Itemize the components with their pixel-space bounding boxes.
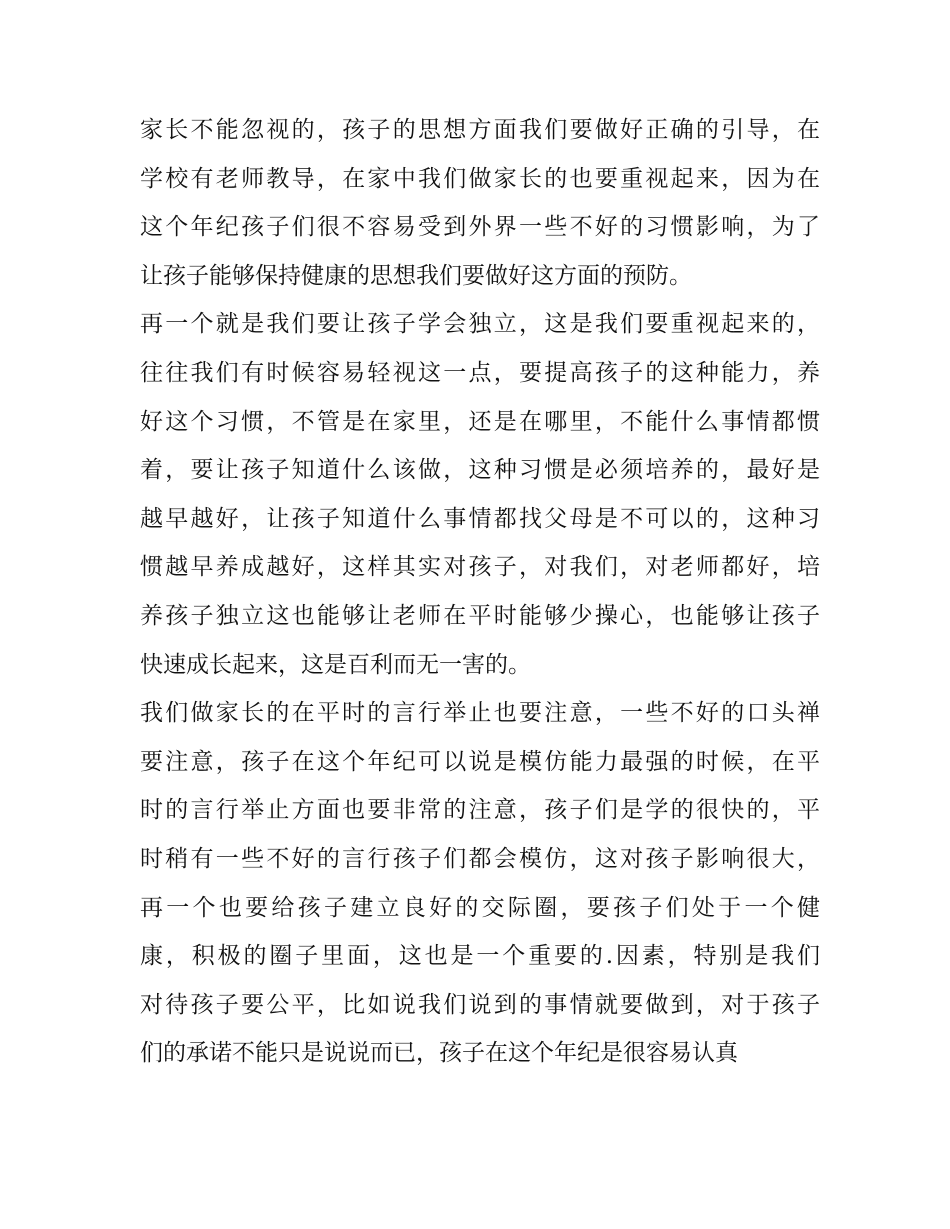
text-line: 往往我们有时候容易轻视这一点，要提高孩子的这种能力，养 xyxy=(140,359,820,386)
text-line: 学校有老师教导，在家中我们做家长的也要重视起来，因为在 xyxy=(140,165,820,192)
text-line: 养孩子独立这也能够让老师在平时能够少操心，也能够让孩子 xyxy=(140,602,820,629)
paragraph xyxy=(140,106,820,300)
paragraph xyxy=(140,300,820,689)
paragraph xyxy=(140,689,820,1078)
text-line: 再一个也要给孩子建立良好的交际圈，要孩子们处于一个健 xyxy=(140,894,820,921)
text-line: 着，要让孩子知道什么该做，这种习惯是必须培养的，最好是 xyxy=(140,457,820,484)
text-line: 再一个就是我们要让孩子学会独立，这是我们要重视起来的， xyxy=(140,311,820,338)
text-line: 康，积极的圈子里面，这也是一个重要的.因素，特别是我们 xyxy=(140,943,820,970)
text-line: 要注意，孩子在这个年纪可以说是模仿能力最强的时候，在平 xyxy=(140,748,820,775)
text-line: 们的承诺不能只是说说而已，孩子在这个年纪是很容易认真 xyxy=(140,1040,738,1067)
text-line: 这个年纪孩子们很不容易受到外界一些不好的习惯影响，为了 xyxy=(140,214,820,241)
text-line: 快速成长起来，这是百利而无一害的。 xyxy=(140,651,531,678)
document-body xyxy=(140,106,820,1078)
text-line: 时的言行举止方面也要非常的注意，孩子们是学的很快的，平 xyxy=(140,797,820,824)
text-line: 对待孩子要公平，比如说我们说到的事情就要做到，对于孩子 xyxy=(140,991,820,1018)
text-line: 好这个习惯，不管是在家里，还是在哪里，不能什么事情都惯 xyxy=(140,408,820,435)
text-line: 惯越早养成越好，这样其实对孩子，对我们，对老师都好，培 xyxy=(140,554,820,581)
text-line: 越早越好，让孩子知道什么事情都找父母是不可以的，这种习 xyxy=(140,505,820,532)
text-line: 家长不能忽视的，孩子的思想方面我们要做好正确的引导，在 xyxy=(140,117,820,143)
text-line: 让孩子能够保持健康的思想我们要做好这方面的预防。 xyxy=(140,262,692,289)
text-line: 时稍有一些不好的言行孩子们都会模仿，这对孩子影响很大， xyxy=(140,845,820,872)
text-line: 我们做家长的在平时的言行举止也要注意，一些不好的口头禅 xyxy=(140,700,820,727)
